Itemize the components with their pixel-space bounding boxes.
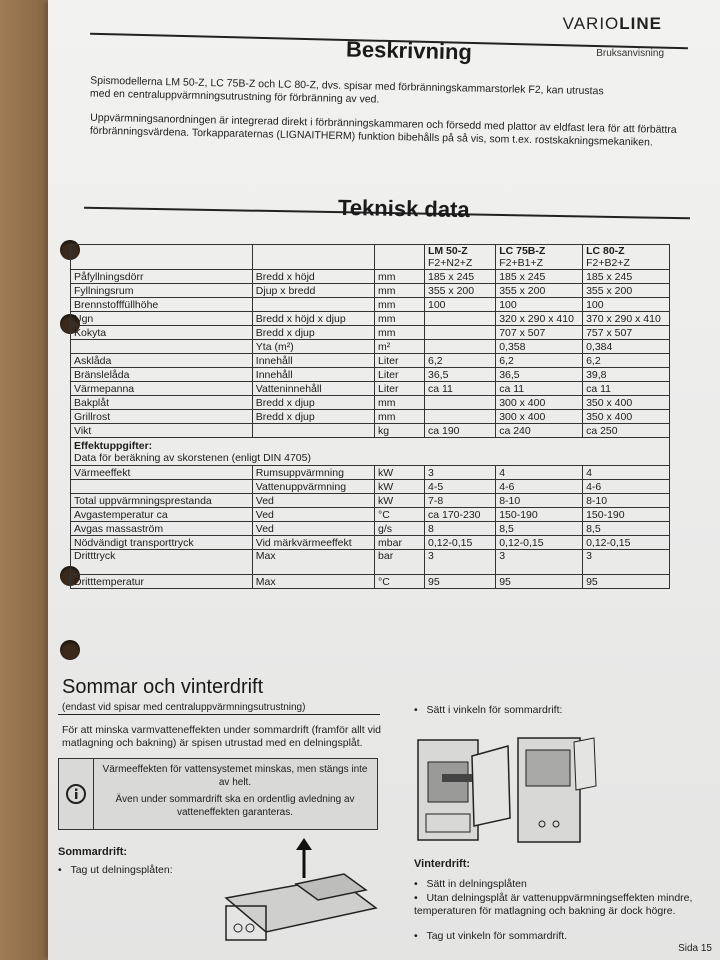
technical-data-table xyxy=(70,244,670,589)
bullet-icon: • xyxy=(414,704,418,716)
info-icon xyxy=(59,759,94,829)
table-row: Grillrost Bredd x djup mm 300 x 400 350 x 400 xyxy=(71,410,670,424)
sommar-vinter-title: Sommar och vinterdrift xyxy=(62,676,264,698)
bullet-icon: • xyxy=(58,864,62,876)
table-row: Ugn Bredd x höjd x djup mm 320 x 290 x 410 370 x 290 x 410 xyxy=(71,312,670,326)
beskrivning-paragraph-1: Spismodellerna LM 50-Z, LC 75B-Z och LC 80-Z, dvs. spisar med förbränningskammarstorlek F2, kan utrustas med en centraluppvärmningsutrustning för förbränning av ved. xyxy=(89,74,604,106)
table-row: Värmeeffekt Rumsuppvärmning kW 3 4 4 xyxy=(71,466,670,480)
section-row xyxy=(71,438,670,466)
beskrivning-paragraph-2: Uppvärmningsanordningen är integrerad direkt i förbränningskammaren och försedd med plattor av eldfast lera för att förbättra förbränningsvärdena. Torkapparaternas (LIGNAITHERM) funktion bibehålls på så vis, som t.ex. rostskakningsmekaniken. xyxy=(89,111,677,149)
table-row: Dritttemperatur Max °C 95 95 95 xyxy=(71,575,670,589)
table-row: Dritttryck Max bar 3 3 3 xyxy=(71,550,670,575)
list-item: • Sätt i vinkeln för sommardrift: xyxy=(414,704,563,716)
table-row: Bränslelåda Innehåll Liter 36,5 36,5 39,8 xyxy=(71,368,670,382)
title-underline xyxy=(58,714,380,715)
punch-hole xyxy=(60,640,80,660)
brand-logo: VARIOLINE xyxy=(562,14,662,33)
table-row: Asklåda Innehåll Liter 6,2 6,2 6,2 xyxy=(71,354,670,368)
table-row: Kokyta Bredd x djup mm 707 x 507 757 x 507 xyxy=(71,326,670,340)
table-row: Bakplåt Bredd x djup mm 300 x 400 350 x 400 xyxy=(71,396,670,410)
page-number: Sida 15 xyxy=(678,943,712,954)
notice-text: Värmeeffekten för vattensystemet minskas, men stängs inte av helt. Även under sommardrift ska en ordentlig avledning av vatteneffekten garanteras. xyxy=(102,764,368,818)
list-item: • Tag ut delningsplåten: xyxy=(58,864,173,876)
model-header: LC 75B-Z F2+B1+Z xyxy=(496,245,583,270)
model-header: LC 80-Z F2+B2+Z xyxy=(583,245,670,270)
stove-open-door-illustration xyxy=(412,722,520,852)
bullet-icon: • xyxy=(414,930,418,942)
table-row: Brennstofffüllhöhe mm 100 100 100 xyxy=(71,298,670,312)
table-row: Påfyllningsdörr Bredd x höjd mm 185 x 245 185 x 245 185 x 245 xyxy=(71,270,670,284)
table-row: Fyllningsrum Djup x bredd mm 355 x 200 355 x 200 355 x 200 xyxy=(71,284,670,298)
list-item: • Utan delningsplåt är vattenuppvärmningseffekten mindre, temperaturen för matlagning och bakning är dock högre. xyxy=(414,892,693,917)
sommar-intro-paragraph: För att minska varmvatteneffekten under sommardrift (framför allt vid matlagning och bakning) är spisen utrustad med en delningsplåt. xyxy=(62,724,381,749)
table-header-row xyxy=(71,245,670,270)
table-row: Nödvändigt transporttryck Vid märkvärmeeffekt mbar 0,12-0,15 0,12-0,15 0,12-0,15 xyxy=(71,536,670,550)
table-row: Vikt kg ca 190 ca 240 ca 250 xyxy=(71,424,670,438)
sommar-vinter-subtitle: (endast vid spisar med centraluppvärmningsutrustning) xyxy=(62,702,306,713)
bullet-icon: • xyxy=(414,878,418,890)
effekt-section-subtitle: Data för beräkning av skorstenen (enligt DIN 4705) xyxy=(74,452,311,464)
table-row: Avgastemperatur ca Ved °C ca 170-230 150-190 150-190 xyxy=(71,508,670,522)
brand-subtitle: Bruksanvisning xyxy=(596,48,664,59)
list-item: • Tag ut vinkeln för sommardrift. xyxy=(414,930,568,942)
model-header: LM 50-Z F2+N2+Z xyxy=(424,245,495,270)
notice-box xyxy=(58,758,378,830)
vinterdrift-heading: Vinterdrift: xyxy=(414,858,471,870)
list-item: • Sätt in delningsplåten xyxy=(414,878,527,890)
effekt-section-title: Effektuppgifter: xyxy=(74,440,153,452)
delningsplat-illustration xyxy=(216,838,386,948)
table-row: Vattenuppvärmning kW 4-5 4-6 4-6 xyxy=(71,480,670,494)
table-row: Värmepanna Vatteninnehåll Liter ca 11 ca 11 ca 11 xyxy=(71,382,670,396)
table-row: Yta (m²) m² 0,358 0,384 xyxy=(71,340,670,354)
table-row: Avgas massaström Ved g/s 8 8,5 8,5 xyxy=(71,522,670,536)
bullet-icon: • xyxy=(414,892,418,904)
beskrivning-title: Beskrivning xyxy=(345,36,473,65)
teknisk-data-title: Teknisk data xyxy=(337,194,470,223)
sommardrift-heading: Sommardrift: xyxy=(58,846,128,858)
stove-oven-illustration xyxy=(512,728,608,848)
table-row: Total uppvärmningsprestanda Ved kW 7-8 8-10 8-10 xyxy=(71,494,670,508)
